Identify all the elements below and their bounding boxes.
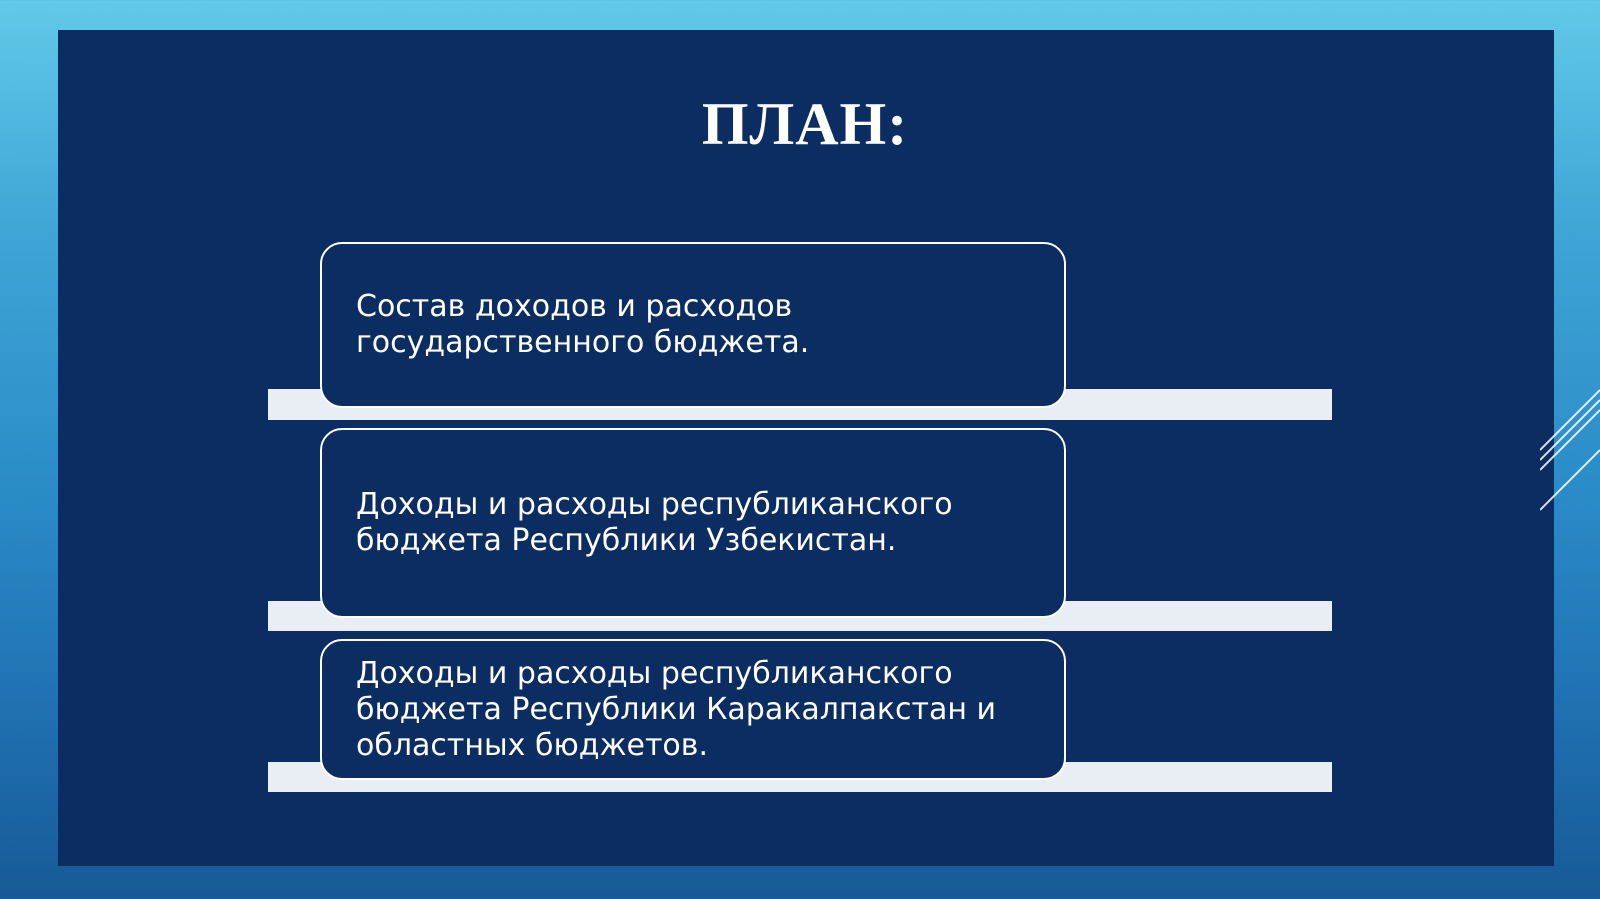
plan-item-text: Доходы и расходы республиканского бюджета Республики Каракалпакстан и областных бюджетов. <box>356 655 997 763</box>
plan-item-text: Доходы и расходы республиканского бюджета Республики Узбекистан. <box>356 487 953 558</box>
slide-title: ПЛАН: <box>701 91 909 157</box>
plan-item-1 <box>320 242 1066 408</box>
plan-item-3 <box>320 639 1066 780</box>
plan-item-text: Состав доходов и расходов государственного бюджета. <box>356 289 810 360</box>
decorative-lines-icon <box>1540 380 1600 540</box>
plan-item-2 <box>320 428 1066 618</box>
